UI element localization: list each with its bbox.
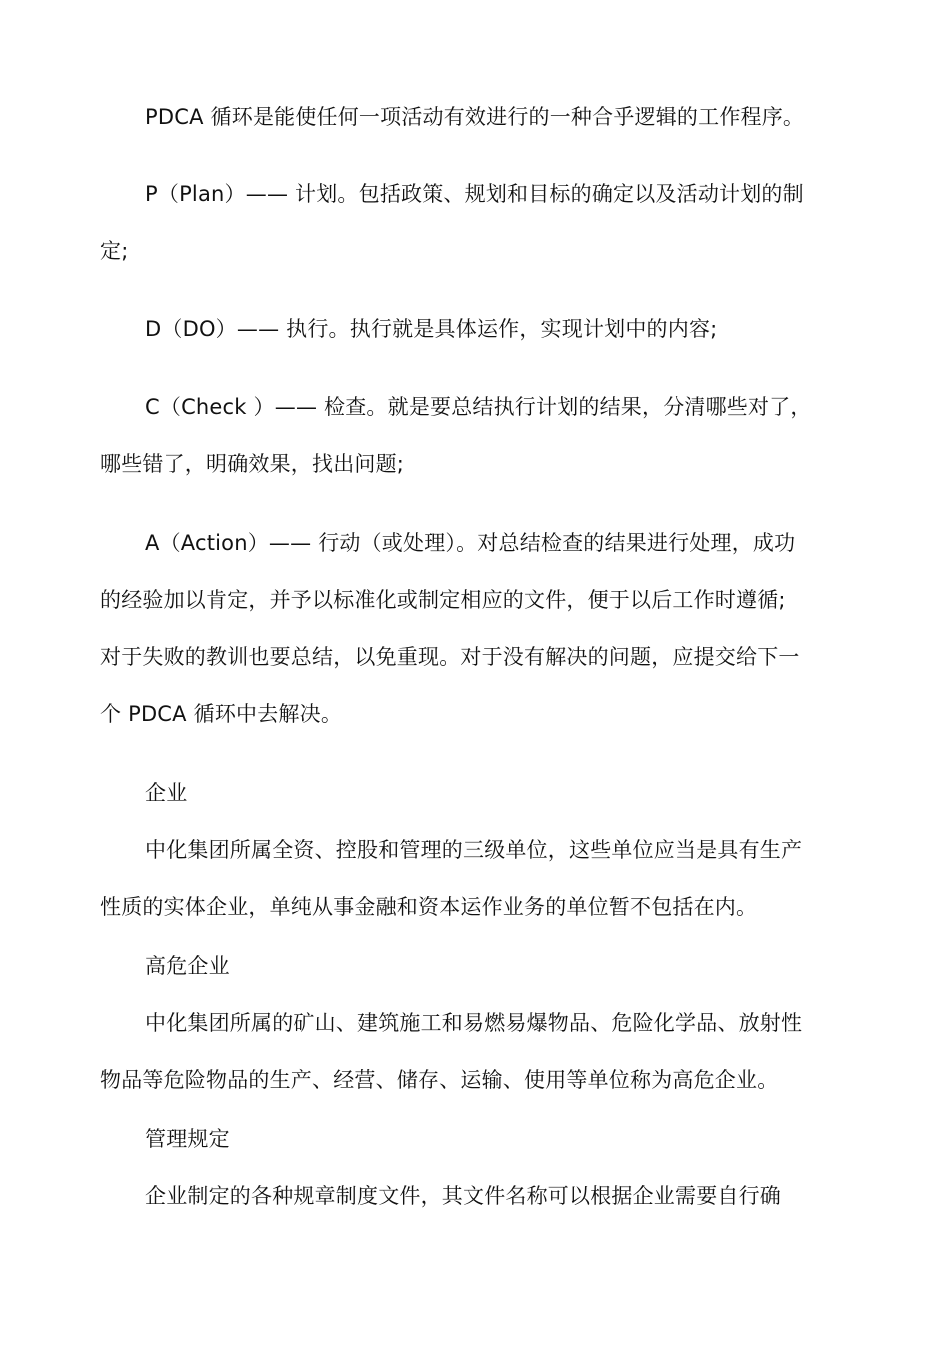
enterprise-definition-line-1: 中化集团所属全资、控股和管理的三级单位，这些单位应当是具有生产 xyxy=(145,838,803,862)
high-risk-enterprise-heading: 高危企业 xyxy=(145,954,230,978)
plan-definition-line-2: 定; xyxy=(100,239,129,263)
pdca-intro-line: PDCA 循环是能使任何一项活动有效进行的一种合乎逻辑的工作程序。 xyxy=(145,105,805,129)
high-risk-enterprise-definition-line-2: 物品等危险物品的生产、经营、储存、运输、使用等单位称为高危企业。 xyxy=(100,1068,779,1092)
action-definition-line-4: 个 PDCA 循环中去解决。 xyxy=(100,702,343,726)
high-risk-enterprise-definition-line-1: 中化集团所属的矿山、建筑施工和易燃易爆物品、危险化学品、放射性 xyxy=(145,1011,803,1035)
management-regulation-heading: 管理规定 xyxy=(145,1127,230,1151)
enterprise-definition-line-2: 性质的实体企业，单纯从事金融和资本运作业务的单位暂不包括在内。 xyxy=(100,895,758,919)
action-definition-line-1: A（Action）—— 行动（或处理）。对总结检查的结果进行处理，成功 xyxy=(145,531,796,555)
check-definition-line-1: C（Check ）—— 检查。就是要总结执行计划的结果，分清哪些对了， xyxy=(145,395,812,419)
check-definition-line-2: 哪些错了，明确效果，找出问题; xyxy=(100,452,405,476)
enterprise-heading: 企业 xyxy=(145,781,188,805)
management-regulation-definition-line: 企业制定的各种规章制度文件，其文件名称可以根据企业需要自行确 xyxy=(145,1184,781,1208)
action-definition-line-3: 对于失败的教训也要总结，以免重现。对于没有解决的问题，应提交给下一 xyxy=(100,645,800,669)
do-definition-line: D（DO）—— 执行。执行就是具体运作，实现计划中的内容; xyxy=(145,317,718,341)
plan-definition-line-1: P（Plan）—— 计划。包括政策、规划和目标的确定以及活动计划的制 xyxy=(145,182,804,206)
action-definition-line-2: 的经验加以肯定，并予以标准化或制定相应的文件，便于以后工作时遵循; xyxy=(100,588,786,612)
